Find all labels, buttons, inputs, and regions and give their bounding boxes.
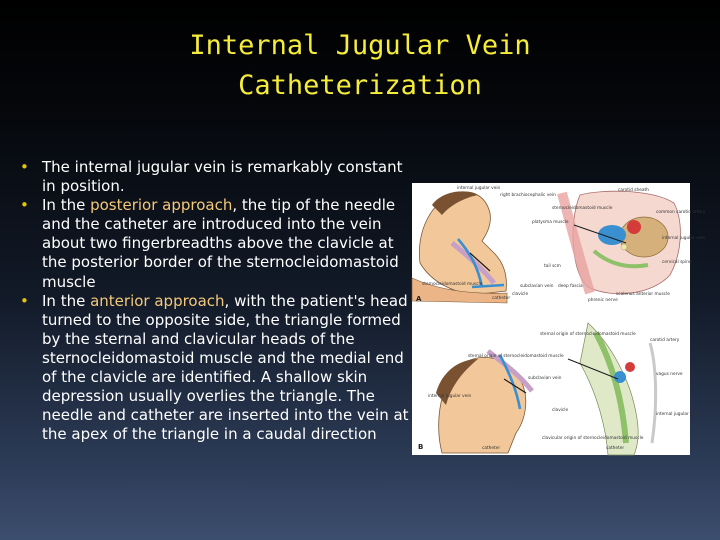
label-catheter: catheter (492, 296, 511, 301)
label-platysma: platysma muscle (532, 220, 569, 225)
panel-b (418, 323, 700, 455)
label-scm-muscle: sternocleidomastoid muscle (552, 206, 613, 211)
bullet-list (20, 158, 415, 444)
label-subclavian-b: subclavian vein (528, 376, 562, 381)
label-clavicular-origin: clavicular origin of sternocleidomastoid muscle (542, 436, 644, 441)
label-scm-muscle-2: sternocleidomastoid muscle (422, 282, 483, 287)
label-phrenic: phrenic nerve (588, 298, 618, 303)
slide-title-line-1: Internal Jugular Vein (189, 30, 531, 61)
bullet-item (20, 292, 415, 445)
bullet-text: The internal jugular vein is remarkably constant in position. (42, 158, 403, 196)
label-internal-jugular-b-2: internal jugular vein (656, 412, 700, 417)
slide-title (0, 26, 720, 106)
label-internal-jugular: internal jugular vein (457, 186, 501, 191)
bullet-text-pre: In the (42, 196, 91, 215)
bullet-item (20, 158, 415, 196)
label-vagus-b: vagus nerve (656, 372, 683, 377)
carotid-cross-section (627, 220, 641, 234)
bullet-marker-icon: • (20, 158, 29, 176)
vagus-nerve-a (621, 244, 627, 250)
bullet-item (20, 196, 415, 291)
bullet-text-pre: In the (42, 291, 91, 310)
label-catheter-b-2: catheter (606, 446, 625, 451)
label-subclavian-vein: subclavian vein (520, 284, 554, 289)
label-clavicle-b: clavicle (552, 408, 569, 413)
label-catheter-b: catheter (482, 446, 501, 451)
bullet-highlight-posterior: posterior approach (90, 196, 233, 215)
label-carotid-b: carotid artery (650, 338, 680, 343)
anatomy-illustration (412, 183, 706, 455)
label-scalenus: scalenus anterior muscle (616, 292, 670, 297)
jugular-cross-b (614, 371, 626, 383)
label-right-brachiocephalic: right brachiocephalic vein (500, 193, 556, 198)
label-internal-jugular-2: internal jugular vein (662, 236, 706, 241)
bullet-text-post: , with the patient's head turned to the opposite side, the triangle formed by the sternal and clavicular heads of the sternocleidomastoid muscle and the medial end of the clavicle are identified. A shallow skin depression usually overlies the triangle. The needle and catheter are inserted into the vein at the apex of the triangle in a caudal direction (42, 291, 409, 444)
label-deep-fascia: deep fascia (558, 284, 583, 289)
bullet-text-post: , the tip of the needle and the catheter are introduced into the vein about two fingerbreadths above the clavicle at the posterior border of the sternocleidomastoid muscle (42, 196, 399, 291)
carotid-cross-b (625, 362, 635, 372)
panel-a (412, 185, 706, 303)
fascia-b (650, 343, 656, 443)
label-sternocostal: sternal origin of sternocleidomastoid muscle (468, 354, 564, 359)
anatomy-illustration-svg (412, 183, 706, 455)
label-clavicle: clavicle (512, 292, 529, 297)
slide-title-line-2: Catheterization (238, 70, 482, 101)
label-tail-scm: tail scm (544, 264, 561, 269)
label-common-carotid: common carotid artery (656, 210, 706, 215)
label-carotid-sheath: carotid sheath (618, 188, 649, 193)
panel-b-letter: B (418, 443, 424, 451)
label-cervical-spine: cervical spine (662, 260, 692, 265)
bullet-marker-icon: • (20, 196, 29, 215)
bullet-highlight-anterior: anterior approach (90, 291, 225, 310)
label-internal-jugular-b: internal jugular vein (428, 394, 472, 399)
bullet-marker-icon: • (20, 291, 29, 310)
panel-a-letter: A (416, 295, 422, 303)
label-sternal-origin: sternal origin of sternocleidomastoid muscle (540, 332, 636, 337)
vertebra-a (620, 217, 668, 257)
